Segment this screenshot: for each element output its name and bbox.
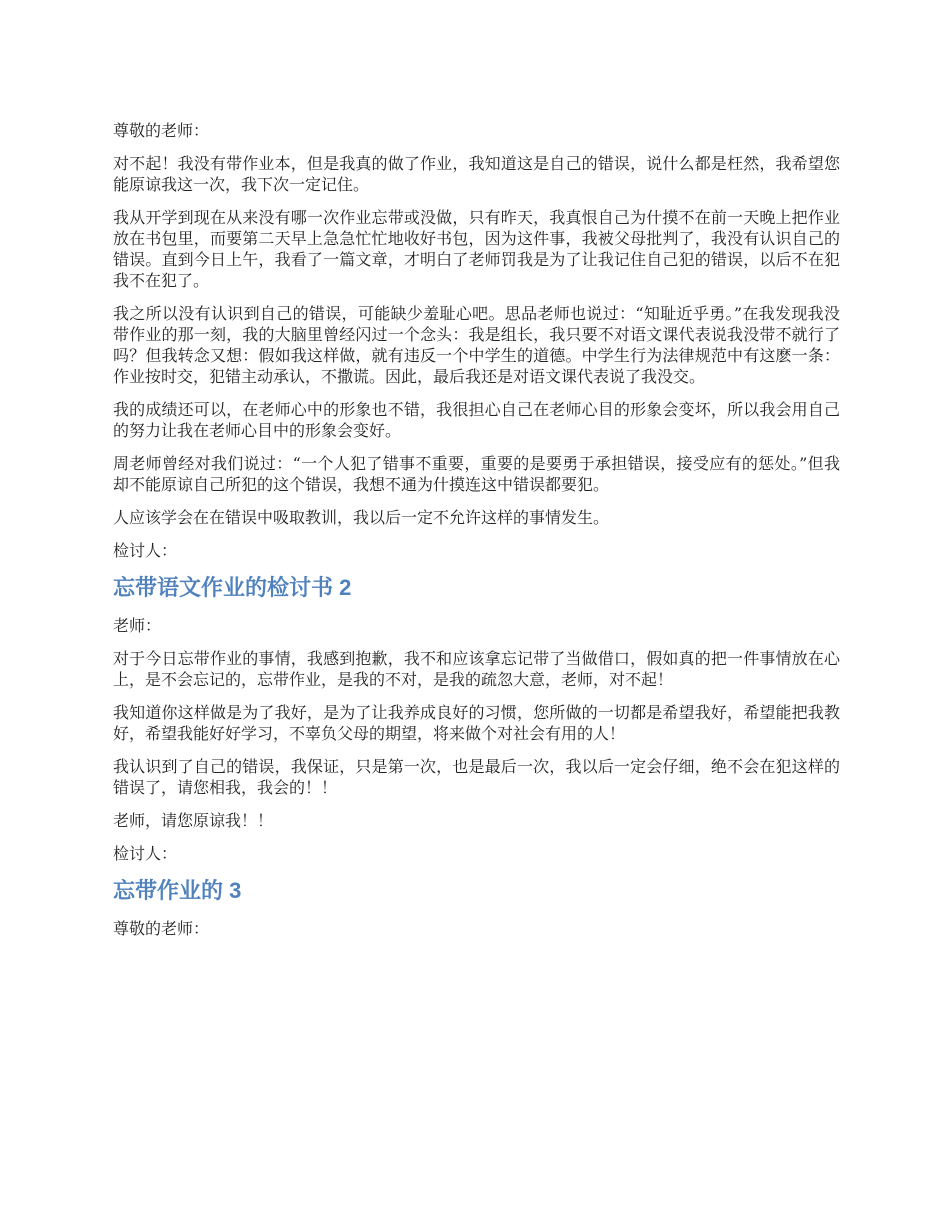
salutation: 尊敬的老师： xyxy=(113,919,210,938)
paragraph: 老师，请您原谅我！！ xyxy=(113,811,274,830)
paragraph: 我从开学到现在从来没有哪一次作业忘带或没做，只有昨天，我真恨自己为什摸不在前一天晚上把作业放在书包里，而要第二天早上急急忙忙地收好书包，因为这件事，我被父母批判了，我没有认识自己的错误。直到今日上午，我看了一篇文章，才明白了老师罚我是为了让我记住自己犯的错误，以后不在犯我不在犯了。 xyxy=(113,208,840,290)
paragraph: 我认识到了自己的错误，我保证，只是第一次，也是最后一次，我以后一定会仔细，绝不会在犯这样的错误了，请您相我，我会的！！ xyxy=(113,757,840,797)
paragraph: 我知道你这样做是为了我好，是为了让我养成良好的习惯，您所做的一切都是希望我好，希望能把我教好，希望我能好好学习，不辜负父母的期望，将来做个对社会有用的人！ xyxy=(113,703,840,743)
salutation: 尊敬的老师： xyxy=(113,121,210,140)
signature: 检讨人： xyxy=(113,844,178,863)
signature: 检讨人： xyxy=(113,541,178,560)
paragraph: 人应该学会在在错误中吸取教训，我以后一定不允许这样的事情发生。 xyxy=(113,508,610,527)
salutation: 老师： xyxy=(113,616,162,635)
paragraph: 对不起！我没有带作业本，但是我真的做了作业，我知道这是自己的错误，说什么都是枉然，我希望您能原谅我这一次，我下次一定记住。 xyxy=(113,154,840,194)
section-heading: 忘带语文作业的检讨书 2 xyxy=(113,575,352,600)
paragraph: 我的成绩还可以，在老师心中的形象也不错，我很担心自己在老师心目的形象会变坏，所以我会用自己的努力让我在老师心目中的形象会变好。 xyxy=(113,400,840,440)
paragraph: 周老师曾经对我们说过：“一个人犯了错事不重要，重要的是要勇于承担错误，接受应有的惩处。”但我却不能原谅自己所犯的这个错误，我想不通为什摸连这中错误都要犯。 xyxy=(113,454,840,494)
paragraph: 我之所以没有认识到自己的错误，可能缺少羞耻心吧。思品老师也说过：“知耻近乎勇。”在我发现我没带作业的那一刻，我的大脑里曾经闪过一个念头：我是组长，我只要不对语文课代表说我没带不就行了吗？但我转念又想：假如我这样做，就有违反一个中学生的道德。中学生行为法律规范中有这麽一条：作业按时交，犯错主动承认，不撒谎。因此，最后我还是对语文课代表说了我没交。 xyxy=(113,304,840,386)
document-page xyxy=(113,120,840,951)
section-heading: 忘带作业的 3 xyxy=(113,878,242,903)
paragraph: 对于今日忘带作业的事情，我感到抱歉，我不和应该拿忘记带了当做借口，假如真的把一件事情放在心上，是不会忘记的，忘带作业，是我的不对，是我的疏忽大意，老师，对不起！ xyxy=(113,649,840,689)
